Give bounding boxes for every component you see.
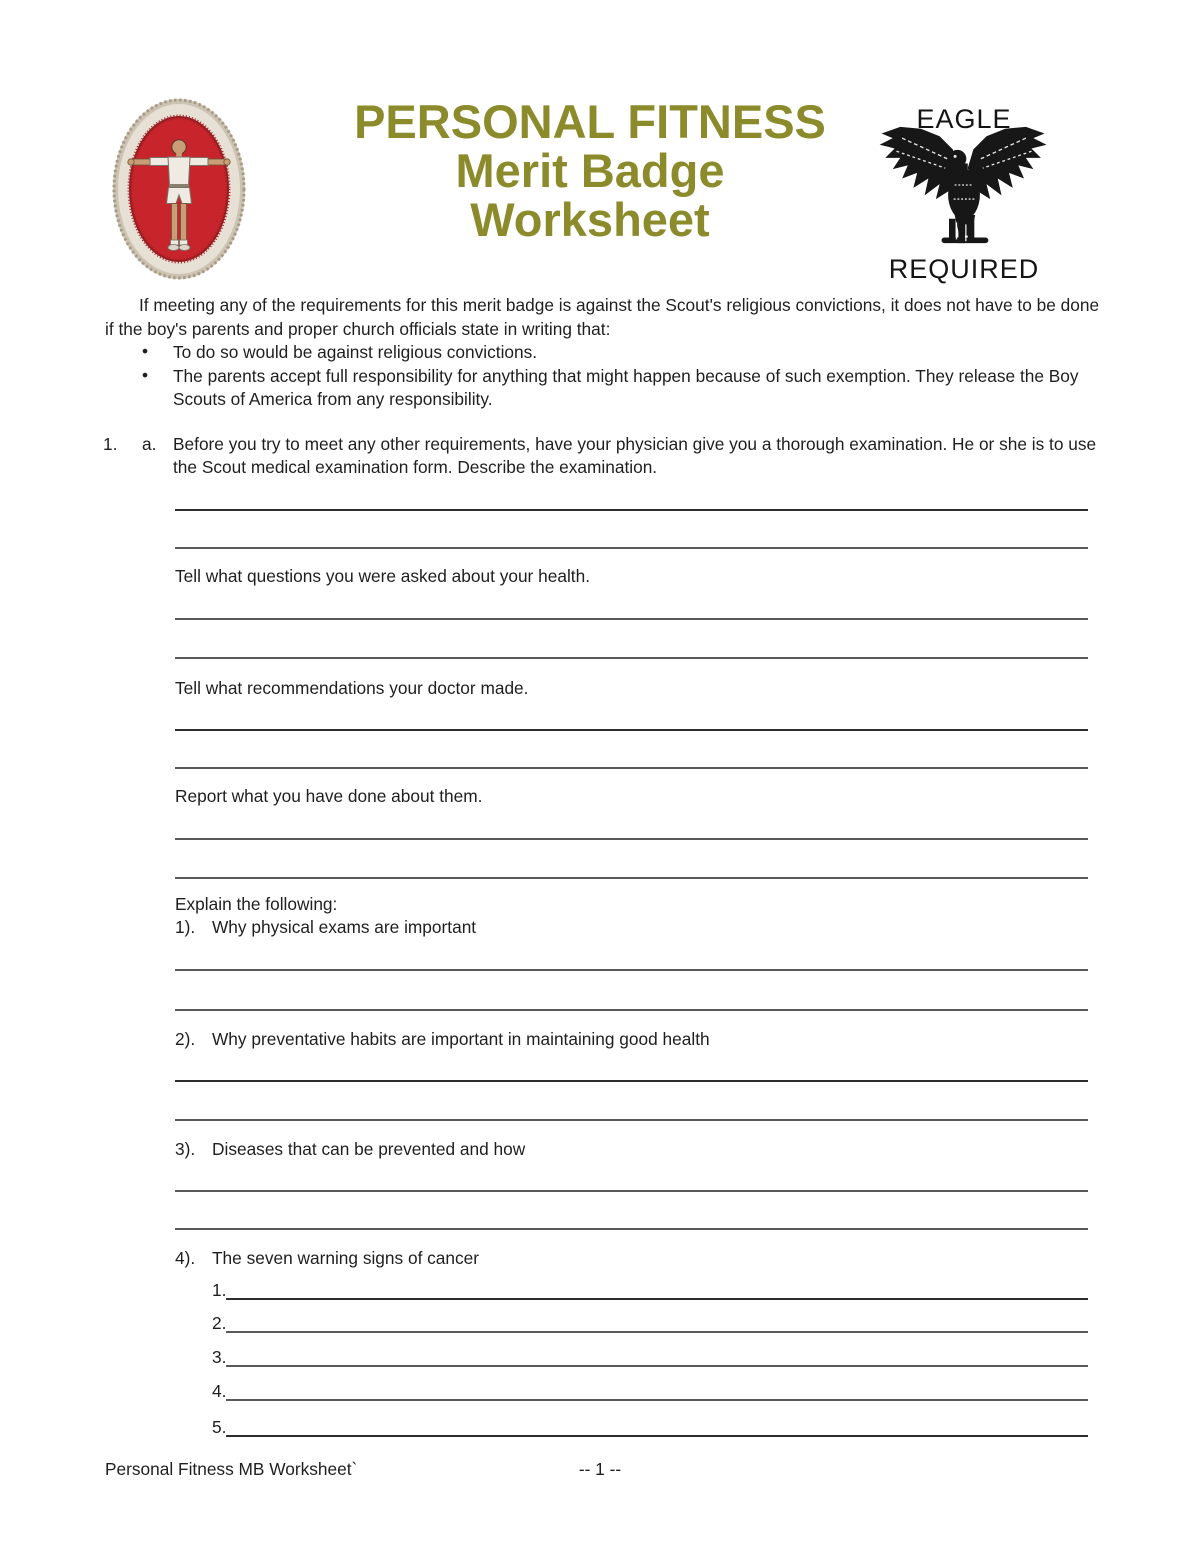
page-title: [330, 97, 850, 244]
requirement-number: 1.: [103, 434, 118, 454]
cancer-sign-row: [212, 1308, 1088, 1334]
sub-item-4: [175, 1248, 479, 1269]
sub-item-1: [175, 917, 476, 938]
answer-line: [175, 969, 1088, 971]
bullet-item: [105, 365, 1110, 412]
answer-line: [175, 547, 1088, 549]
answer-line: [175, 729, 1088, 731]
sub-item-3: [175, 1139, 525, 1160]
answer-line: [175, 1080, 1088, 1082]
answer-line: [175, 838, 1088, 840]
cancer-sign-number: 4.: [212, 1381, 227, 1401]
prompt-questions: Tell what questions you were asked about your health.: [175, 566, 591, 586]
title-line-3: Worksheet: [470, 193, 710, 246]
sub-item-text: Diseases that can be prevented and how: [212, 1139, 526, 1159]
bullet-item: [105, 341, 1110, 365]
bullet-text: The parents accept full responsibility for anything that might happen because of such exemption. They release the Boy Scouts of America from any responsibility.: [173, 365, 1079, 409]
sub-item-text: Why preventative habits are important in maintaining good health: [212, 1029, 710, 1049]
merit-badge-patch: [112, 98, 246, 280]
sub-item-label: 2).: [175, 1029, 196, 1049]
explain-heading: Explain the following:: [175, 894, 338, 914]
answer-line: [175, 509, 1088, 511]
sub-item-label: 4).: [175, 1248, 196, 1268]
eagle-label: EAGLE: [916, 104, 1012, 134]
cancer-sign-row: [212, 1275, 1088, 1301]
answer-line: [226, 1331, 1088, 1333]
cancer-sign-number: 5.: [212, 1417, 227, 1437]
bullet-text: To do so would be against religious convictions.: [173, 342, 538, 362]
answer-line: [226, 1365, 1088, 1367]
personal-fitness-badge-icon: [112, 98, 246, 280]
cancer-sign-number: 3.: [212, 1347, 227, 1367]
sub-item-label: 1).: [175, 917, 196, 937]
answer-line: [175, 1119, 1088, 1121]
bullet-icon: •: [142, 341, 149, 361]
answer-line: [175, 877, 1088, 879]
requirement-1a: [103, 433, 1107, 479]
requirement-text: Before you try to meet any other requirements, have your physician give you a thorough examination. He or she is to use the Scout medical examination form. Describe the examination.: [173, 434, 1097, 477]
sub-item-text: Why physical exams are important: [212, 917, 477, 937]
cancer-sign-number: 2.: [212, 1313, 227, 1333]
title-line-2: Merit Badge: [455, 144, 725, 197]
answer-line: [175, 767, 1088, 769]
prompt-report: Report what you have done about them.: [175, 786, 483, 806]
eagle-required-emblem: [858, 96, 1070, 291]
answer-line: [226, 1399, 1088, 1401]
answer-line: [175, 1009, 1088, 1011]
footer-document-title: Personal Fitness MB Worksheet`: [105, 1459, 358, 1479]
sub-item-2: [175, 1029, 710, 1050]
required-label: REQUIRED: [888, 254, 1040, 284]
cancer-sign-number: 1.: [212, 1280, 227, 1300]
cancer-sign-row: [212, 1412, 1088, 1438]
intro-section: [105, 294, 1110, 412]
title-line-1: PERSONAL FITNESS: [354, 95, 826, 148]
answer-line: [226, 1435, 1088, 1437]
requirement-letter: a.: [142, 434, 157, 454]
answer-line: [175, 618, 1088, 620]
cancer-sign-row: [212, 1376, 1088, 1402]
sub-item-label: 3).: [175, 1139, 196, 1159]
sub-item-text: The seven warning signs of cancer: [212, 1248, 480, 1268]
answer-line: [226, 1298, 1088, 1300]
prompt-recommendations: Tell what recommendations your doctor made.: [175, 678, 529, 698]
intro-paragraph: If meeting any of the requirements for this merit badge is against the Scout's religious convictions, it does not have to be done if the boy's parents and proper church officials state in writing that:: [105, 295, 1100, 339]
cancer-sign-row: [212, 1342, 1088, 1368]
footer-page-number: -- 1 --: [578, 1459, 622, 1479]
answer-line: [175, 1190, 1088, 1192]
bullet-icon: •: [142, 364, 149, 385]
answer-line: [175, 657, 1088, 659]
answer-line: [175, 1228, 1088, 1230]
